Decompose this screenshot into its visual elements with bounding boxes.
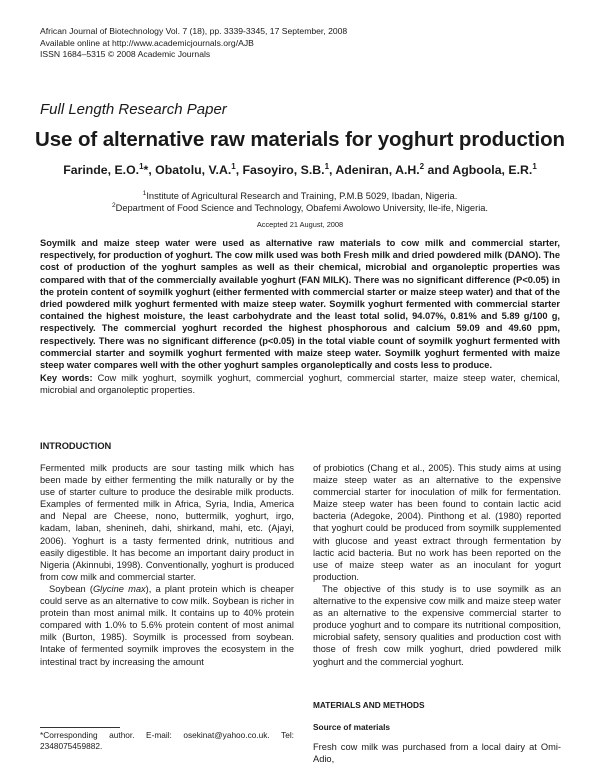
methods-heading: MATERIALS AND METHODS bbox=[313, 700, 425, 710]
intro-paragraph-2-start: Soybean ( bbox=[49, 583, 93, 594]
affiliation-text: Department of Food Science and Technology, Obafemi Awolowo University, Ile-ife, Nigeria. bbox=[115, 203, 489, 214]
paper-title: Use of alternative raw materials for yoghurt production bbox=[35, 128, 565, 151]
author-separator: , bbox=[329, 163, 336, 178]
article-type: Full Length Research Paper bbox=[40, 101, 227, 118]
author-name: Obatolu, V.A. bbox=[155, 163, 232, 178]
keywords-text: Cow milk yoghurt, soymilk yoghurt, commercial yoghurt, commercial starter, maize steep water, chemical, microbial and organoleptic properties. bbox=[40, 373, 561, 396]
author-name: Farinde, E.O. bbox=[63, 163, 140, 178]
keywords bbox=[40, 372, 560, 396]
source-of-materials-heading: Source of materials bbox=[313, 722, 391, 732]
author-separator: and bbox=[424, 163, 453, 178]
author-separator: , bbox=[235, 163, 243, 178]
methods-text: Fresh cow milk was purchased from a local dairy at Omi-Adio, bbox=[313, 742, 561, 764]
accepted-date: Accepted 21 August, 2008 bbox=[256, 220, 344, 229]
intro-paragraph-4: The objective of this study is to use soymilk as an alternative to the expensive cow milk and maize steep water as an alternative to the expensive commercial starter to produce yoghurt and to compare its nutritional composition, microbial safety, sensory qualities and production cost with those of fresh cow milk yoghurt, dried powdered milk yoghurt and the commercial yoghurt. bbox=[313, 583, 561, 667]
journal-citation: African Journal of Biotechnology Vol. 7 (18), pp. 3339-3345, 17 September, 2008 bbox=[40, 26, 348, 36]
footnote-rule bbox=[40, 727, 120, 728]
author-separator: *, bbox=[143, 163, 156, 178]
right-column bbox=[313, 462, 561, 668]
affiliation-mark: 2 bbox=[111, 202, 116, 209]
intro-paragraph-1: Fermented milk products are sour tasting milk which has been made by either fermenting the milk naturally or by the use of starter culture to produce the desirable milk products. Examples of fermented milk in Africa, Syria, India, America and Nepal are Cheese, nono, buttermilk, yoghurt, irgo, kadam, laban, shenineh, dahi, shirkand, mahi, etc. (Ajayi, 2006). Yoghurt is a tasty fermented drink, nutritious and easily digestible. It has become an important dairy product in Nigeria (Akinnubi, 1998). Conventionally, yoghurt is produced from cow milk and commercial starter. bbox=[40, 463, 294, 582]
intro-paragraph-2 bbox=[40, 583, 294, 668]
introduction-heading: INTRODUCTION bbox=[40, 441, 112, 451]
author-list bbox=[0, 162, 600, 177]
journal-url: Available online at http://www.academicjournals.org/AJB bbox=[40, 37, 254, 48]
species-name: Glycine max bbox=[92, 583, 146, 594]
affiliation-2 bbox=[0, 200, 600, 214]
author-name: Adeniran, A.H. bbox=[335, 163, 420, 178]
author-affiliation-mark: 2 bbox=[419, 162, 425, 171]
journal-header bbox=[40, 26, 347, 61]
affiliation-mark: 1 bbox=[142, 190, 147, 197]
left-column bbox=[40, 462, 294, 668]
intro-paragraph-2-rest: ), a plant protein which is cheaper could serve as an alternative to cow milk. Soybean is richer in protein than most animal milk. It contains up to 40% protein compared with 1.0% to 5.6% protein content of most animal milk (Burton, 1985). Soymilk is processed from soybean. Intake of fermented soymilk improves the ecosystem in the intestinal tract by increasing the amount bbox=[40, 583, 294, 667]
author-affiliation-mark: 1 bbox=[139, 162, 144, 171]
author-affiliation-mark: 1 bbox=[532, 162, 537, 171]
keywords-label: Key words: bbox=[40, 373, 93, 383]
journal-issn: ISSN 1684–5315 © 2008 Academic Journals bbox=[40, 49, 211, 60]
abstract: Soymilk and maize steep water were used as alternative raw materials to cow milk and commercial starter, respectively, for production of yoghurt. The cow milk used was both Fresh milk and dried powdered milk (DANO). The cost of production of the yoghurt samples as well as their chemical, microbial and organoleptic properties was compared with that of the commercially available yoghurt (FAN MILK). There was no significant difference (P<0.05) in the protein content of soymilk yoghurt (either fermented with commercial starter or maize steep water) and that of the dried powdered milk yoghurt fermented with maize steep water. Soymilk yoghurt fermented with commercial starter contained the highest moisture, the least carbohydrate and the least total solid, 94.07%, 0.81% and 5.89 g/100 g, respectively. The commercial yoghurt recorded the highest phosphorous and calcium 59.09 and 49.60 ppm, respectively. There was no significant difference (p<0.05) in the total viable count of soymilk yoghurt fermented with commercial starter and soymilk yoghurt fermented with maize steep water. Soymilk yoghurt fermented with maize steep water compares well with the other yoghurt samples organoleptically and costs less to produce. bbox=[40, 238, 561, 371]
affiliation-text: Institute of Agricultural Research and Training, P.M.B 5029, Ibadan, Nigeria. bbox=[146, 191, 458, 202]
author-affiliation-mark: 1 bbox=[231, 162, 236, 171]
author-name: Agboola, E.R. bbox=[452, 163, 533, 178]
intro-paragraph-3: of probiotics (Chang et al., 2005). This study aims at using maize steep water as an alternative to the expensive commercial starter for inoculation of milk for fermentation. Maize steep water has been found to contain lactic acid bacteria (Adegoke, 2004). Pinthong et al. (1980) reported that yoghurt could be produced from soymilk supplemented with glucose and yeast extract through fermentation by lactic acid bacteria. But no work has been reported on the use of maize steep water as an inoculant for yogurt production. bbox=[313, 463, 561, 582]
corresponding-author-footnote: *Corresponding author. E-mail: osekinat@yahoo.co.uk. Tel: 2348075459882. bbox=[40, 730, 294, 751]
author-affiliation-mark: 1 bbox=[324, 162, 330, 171]
author-name: Fasoyiro, S.B. bbox=[242, 163, 325, 178]
